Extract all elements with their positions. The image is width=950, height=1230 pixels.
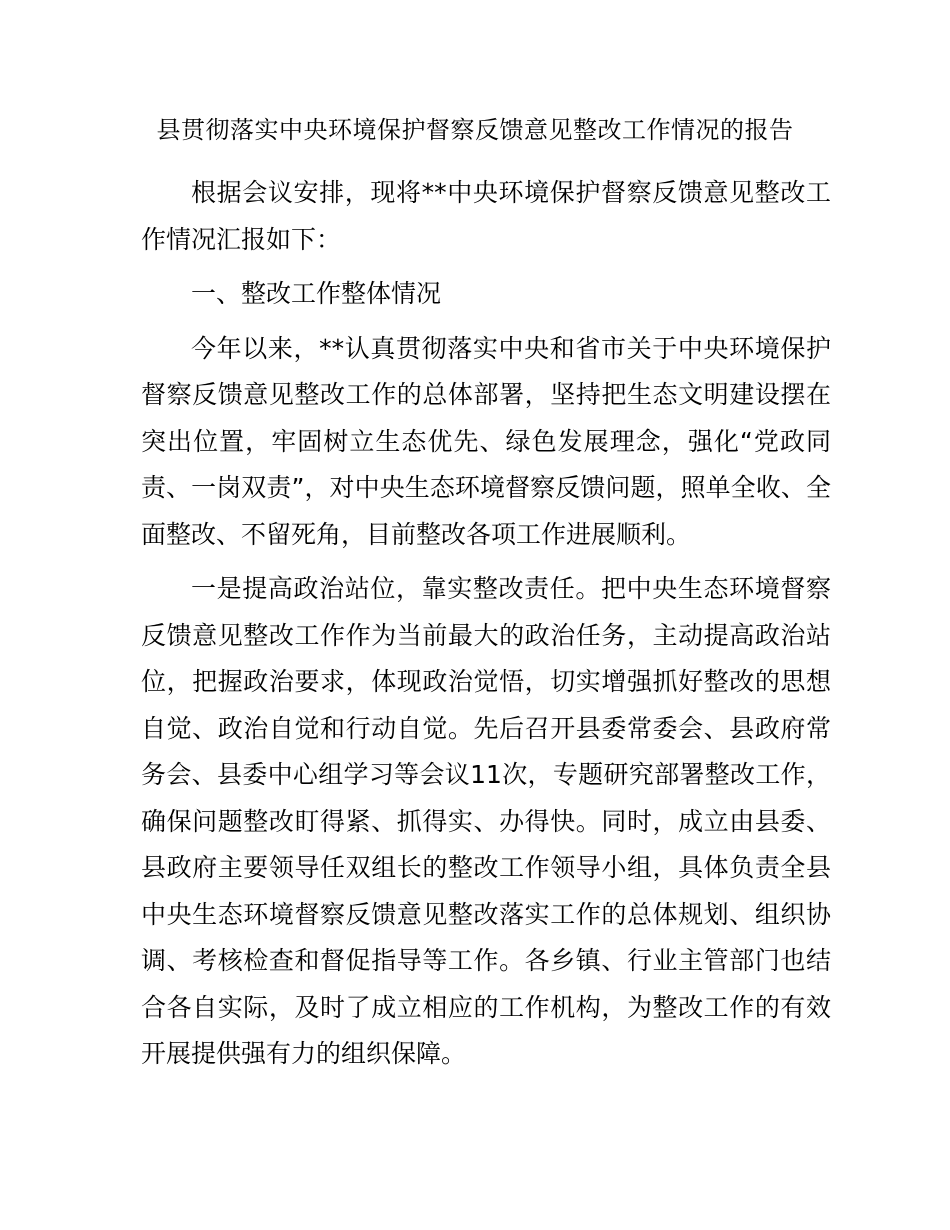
document-body [141, 170, 831, 1078]
paragraph-intro: 根据会议安排，现将**中央环境保护督察反馈意见整改工作情况汇报如下： [141, 178, 831, 254]
document-title: 县贯彻落实中央环境保护督察反馈意见整改工作情况的报告 [156, 116, 794, 144]
paragraph-political-stance: 一是提高政治站位，靠实整改责任。把中央生态环境督察反馈意见整改工作作为当前最大的政治任务，主动提高政治站位，把握政治要求，体现政治觉悟，切实增强抓好整改的思想自觉、政治自觉和行动自觉。先后召开县委常委会、县政府常务会、县委中心组学习等会议11次，专题研究部署整改工作，确保问题整改盯得紧、抓得实、办得快。同时，成立由县委、县政府主要领导任双组长的整改工作领导小组，具体负责全县中央生态环境督察反馈意见整改落实工作的总体规划、组织协调、考核检查和督促指导等工作。各乡镇、行业主管部门也结合各自实际，及时了成立相应的工作机构，为整改工作的有效开展提供强有力的组织保障。 [141, 574, 831, 1068]
paragraph-overview: 今年以来，**认真贯彻落实中央和省市关于中央环境保护督察反馈意见整改工作的总体部署，坚持把生态文明建设摆在突出位置，牢固树立生态优先、绿色发展理念，强化“党政同责、一岗双责”，对中央生态环境督察反馈问题，照单全收、全面整改、不留死角，目前整改各项工作进展顺利。 [141, 333, 831, 549]
section-heading-1: 一、整改工作整体情况 [191, 279, 442, 308]
